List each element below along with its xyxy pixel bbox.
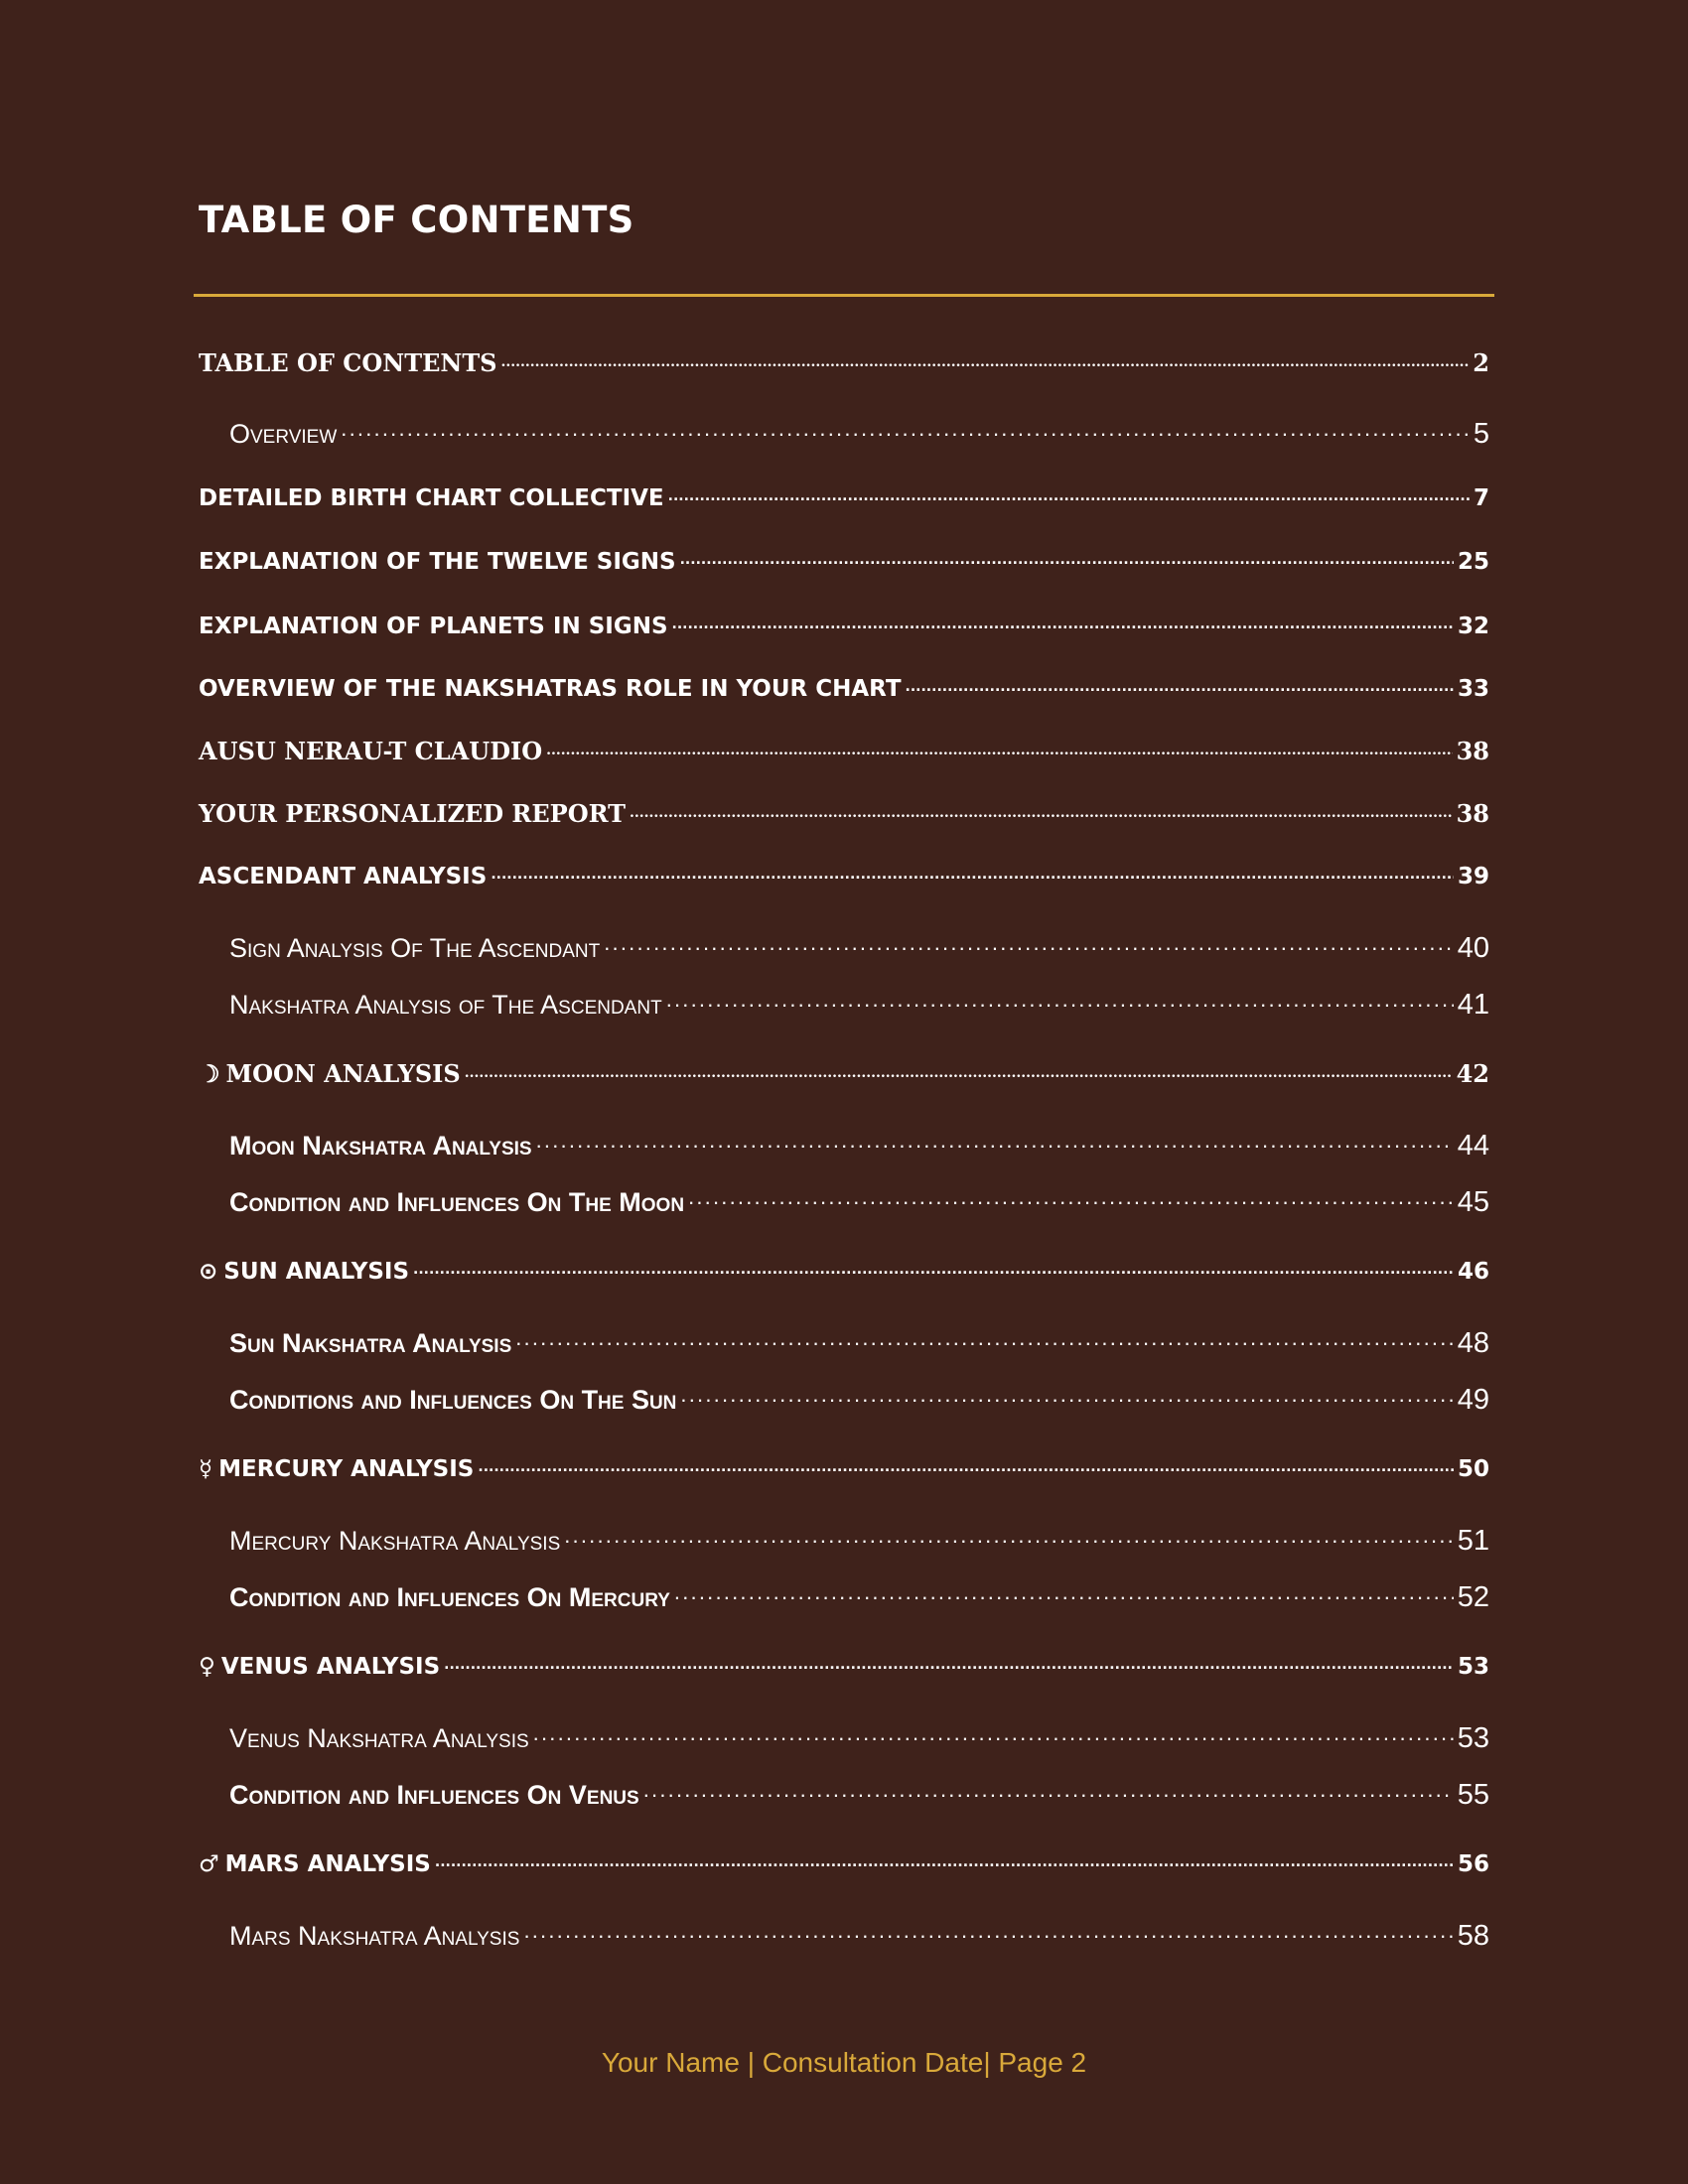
toc-heading-entry[interactable] — [199, 1848, 1489, 1877]
planet-symbol-icon: ⊙ — [199, 1259, 218, 1285]
toc-page-number: 42 — [1456, 1059, 1489, 1088]
dot-leader — [515, 1325, 1453, 1352]
title-divider — [194, 294, 1494, 297]
dot-leader — [435, 1848, 1454, 1871]
dot-leader — [668, 482, 1470, 505]
toc-heading-entry[interactable] — [199, 861, 1489, 889]
dot-leader — [630, 798, 1453, 822]
toc-entry-label: Condition and Influences On Mercury — [229, 1582, 670, 1612]
toc-subentry[interactable] — [199, 1184, 1489, 1219]
toc-page-number: 2 — [1473, 348, 1489, 377]
toc-heading-entry[interactable] — [199, 611, 1489, 639]
toc-entry-label: Overview — [229, 419, 338, 449]
planet-symbol-icon: ♀ — [199, 1654, 215, 1680]
toc-heading-entry[interactable] — [199, 1651, 1489, 1680]
toc-page-number: 40 — [1457, 932, 1489, 964]
toc-entry-label: Conditions and Influences On The Sun — [229, 1385, 677, 1415]
toc-page-number: 50 — [1457, 1456, 1489, 1482]
toc-heading-entry[interactable] — [199, 1058, 1489, 1088]
toc-entry-label: Condition and Influences On The Moon — [229, 1187, 685, 1217]
toc-heading-entry[interactable] — [199, 482, 1489, 511]
toc-entry-label: AUSU NERAU-T CLAUDIO — [199, 737, 543, 765]
dot-leader — [906, 673, 1454, 696]
dot-leader — [536, 1128, 1454, 1155]
toc-heading-entry[interactable] — [199, 673, 1489, 702]
toc-page-number: 46 — [1457, 1259, 1489, 1285]
toc-page-number: 25 — [1457, 549, 1489, 575]
toc-page-number: 44 — [1457, 1130, 1489, 1161]
toc-entry-label: Mercury Nakshatra Analysis — [229, 1526, 561, 1556]
toc-subentry[interactable] — [199, 1523, 1489, 1558]
dot-leader — [523, 1918, 1453, 1945]
toc-page-number: 38 — [1456, 737, 1489, 765]
toc-entry-label: MERCURY ANALYSIS — [218, 1456, 475, 1482]
dot-leader — [546, 736, 1452, 759]
toc-entry-label: VENUS ANALYSIS — [220, 1654, 441, 1680]
dot-leader — [564, 1523, 1453, 1550]
toc-entry-label: YOUR PERSONALIZED REPORT — [199, 799, 627, 828]
toc-subentry[interactable] — [199, 416, 1489, 451]
toc-page-number: 38 — [1456, 799, 1489, 828]
dot-leader — [674, 1579, 1454, 1606]
toc-page-number: 49 — [1457, 1384, 1489, 1416]
dot-leader — [643, 1777, 1454, 1804]
toc-subentry[interactable] — [199, 1325, 1489, 1360]
toc-entry-label: SUN ANALYSIS — [223, 1259, 410, 1285]
toc-entry-label: Sun Nakshatra Analysis — [229, 1328, 512, 1358]
dot-leader — [465, 1058, 1453, 1082]
toc-entry-label: DETAILED BIRTH CHART COLLECTIVE — [199, 485, 664, 511]
dot-leader — [491, 861, 1454, 884]
toc-page-number: 5 — [1473, 418, 1489, 450]
toc-page-number: 58 — [1457, 1920, 1489, 1952]
toc-heading-entry[interactable] — [199, 546, 1489, 575]
toc-page-number: 52 — [1457, 1581, 1489, 1613]
toc-page-number: 33 — [1457, 676, 1489, 702]
toc-subentry[interactable] — [199, 930, 1489, 965]
toc-page-number: 41 — [1457, 989, 1489, 1021]
toc-entry-label: TABLE OF CONTENTS — [199, 348, 497, 377]
toc-page-number: 55 — [1457, 1779, 1489, 1811]
toc-heading-entry[interactable] — [199, 347, 1489, 377]
dot-leader — [478, 1453, 1454, 1476]
toc-entry-label: Moon Nakshatra Analysis — [229, 1131, 532, 1160]
dot-leader — [413, 1256, 1454, 1279]
dot-leader — [680, 1382, 1453, 1409]
toc-page-number: 45 — [1457, 1186, 1489, 1218]
toc-entry-label: Venus Nakshatra Analysis — [229, 1723, 529, 1753]
toc-entry-label: Condition and Influences On Venus — [229, 1780, 639, 1810]
planet-symbol-icon: ☽ — [199, 1059, 220, 1088]
toc-entry-label: Nakshatra Analysis of The Ascendant — [229, 990, 662, 1020]
toc-heading-entry[interactable] — [199, 798, 1489, 828]
toc-subentry[interactable] — [199, 1382, 1489, 1417]
dot-leader — [444, 1651, 1454, 1674]
dot-leader — [672, 611, 1454, 633]
toc-page-number: 56 — [1457, 1851, 1489, 1877]
toc-entry-label: Sign Analysis Of The Ascendant — [229, 933, 601, 963]
toc-heading-entry[interactable] — [199, 1453, 1489, 1482]
toc-subentry[interactable] — [199, 987, 1489, 1022]
dot-leader — [533, 1720, 1454, 1747]
dot-leader — [341, 416, 1470, 443]
toc-subentry[interactable] — [199, 1777, 1489, 1812]
toc-entry-label: Mars Nakshatra Analysis — [229, 1921, 520, 1951]
page-footer: Your Name | Consultation Date| Page 2 — [601, 2047, 1087, 2078]
toc-subentry[interactable] — [199, 1579, 1489, 1614]
toc-entry-label: ASCENDANT ANALYSIS — [199, 864, 488, 889]
dot-leader — [688, 1184, 1454, 1211]
toc-subentry[interactable] — [199, 1128, 1489, 1162]
dot-leader — [604, 930, 1454, 957]
toc-subentry[interactable] — [199, 1720, 1489, 1755]
toc-entry-label: EXPLANATION OF THE TWELVE SIGNS — [199, 549, 676, 575]
toc-page-number: 53 — [1457, 1722, 1489, 1754]
planet-symbol-icon: ☿ — [199, 1456, 213, 1482]
toc-heading-entry[interactable] — [199, 736, 1489, 765]
toc-page-number: 48 — [1457, 1327, 1489, 1359]
toc-entry-label: EXPLANATION OF PLANETS IN SIGNS — [199, 614, 668, 639]
toc-page-number: 32 — [1457, 614, 1489, 639]
dot-leader — [680, 546, 1454, 569]
planet-symbol-icon: ♂ — [199, 1851, 219, 1877]
toc-page-number: 39 — [1457, 864, 1489, 889]
toc-heading-entry[interactable] — [199, 1256, 1489, 1285]
toc-entry-label: MARS ANALYSIS — [224, 1851, 431, 1877]
dot-leader — [501, 347, 1470, 371]
toc-entry-label: MOON ANALYSIS — [225, 1059, 461, 1088]
toc-page-number: 53 — [1457, 1654, 1489, 1680]
toc-page-number: 51 — [1457, 1525, 1489, 1557]
dot-leader — [666, 987, 1454, 1014]
toc-entry-label: OVERVIEW OF THE NAKSHATRAS ROLE IN YOUR CHART — [199, 676, 902, 702]
toc-page-number: 7 — [1473, 485, 1489, 511]
page-title: TABLE OF CONTENTS — [199, 199, 634, 241]
toc-subentry[interactable] — [199, 1918, 1489, 1953]
